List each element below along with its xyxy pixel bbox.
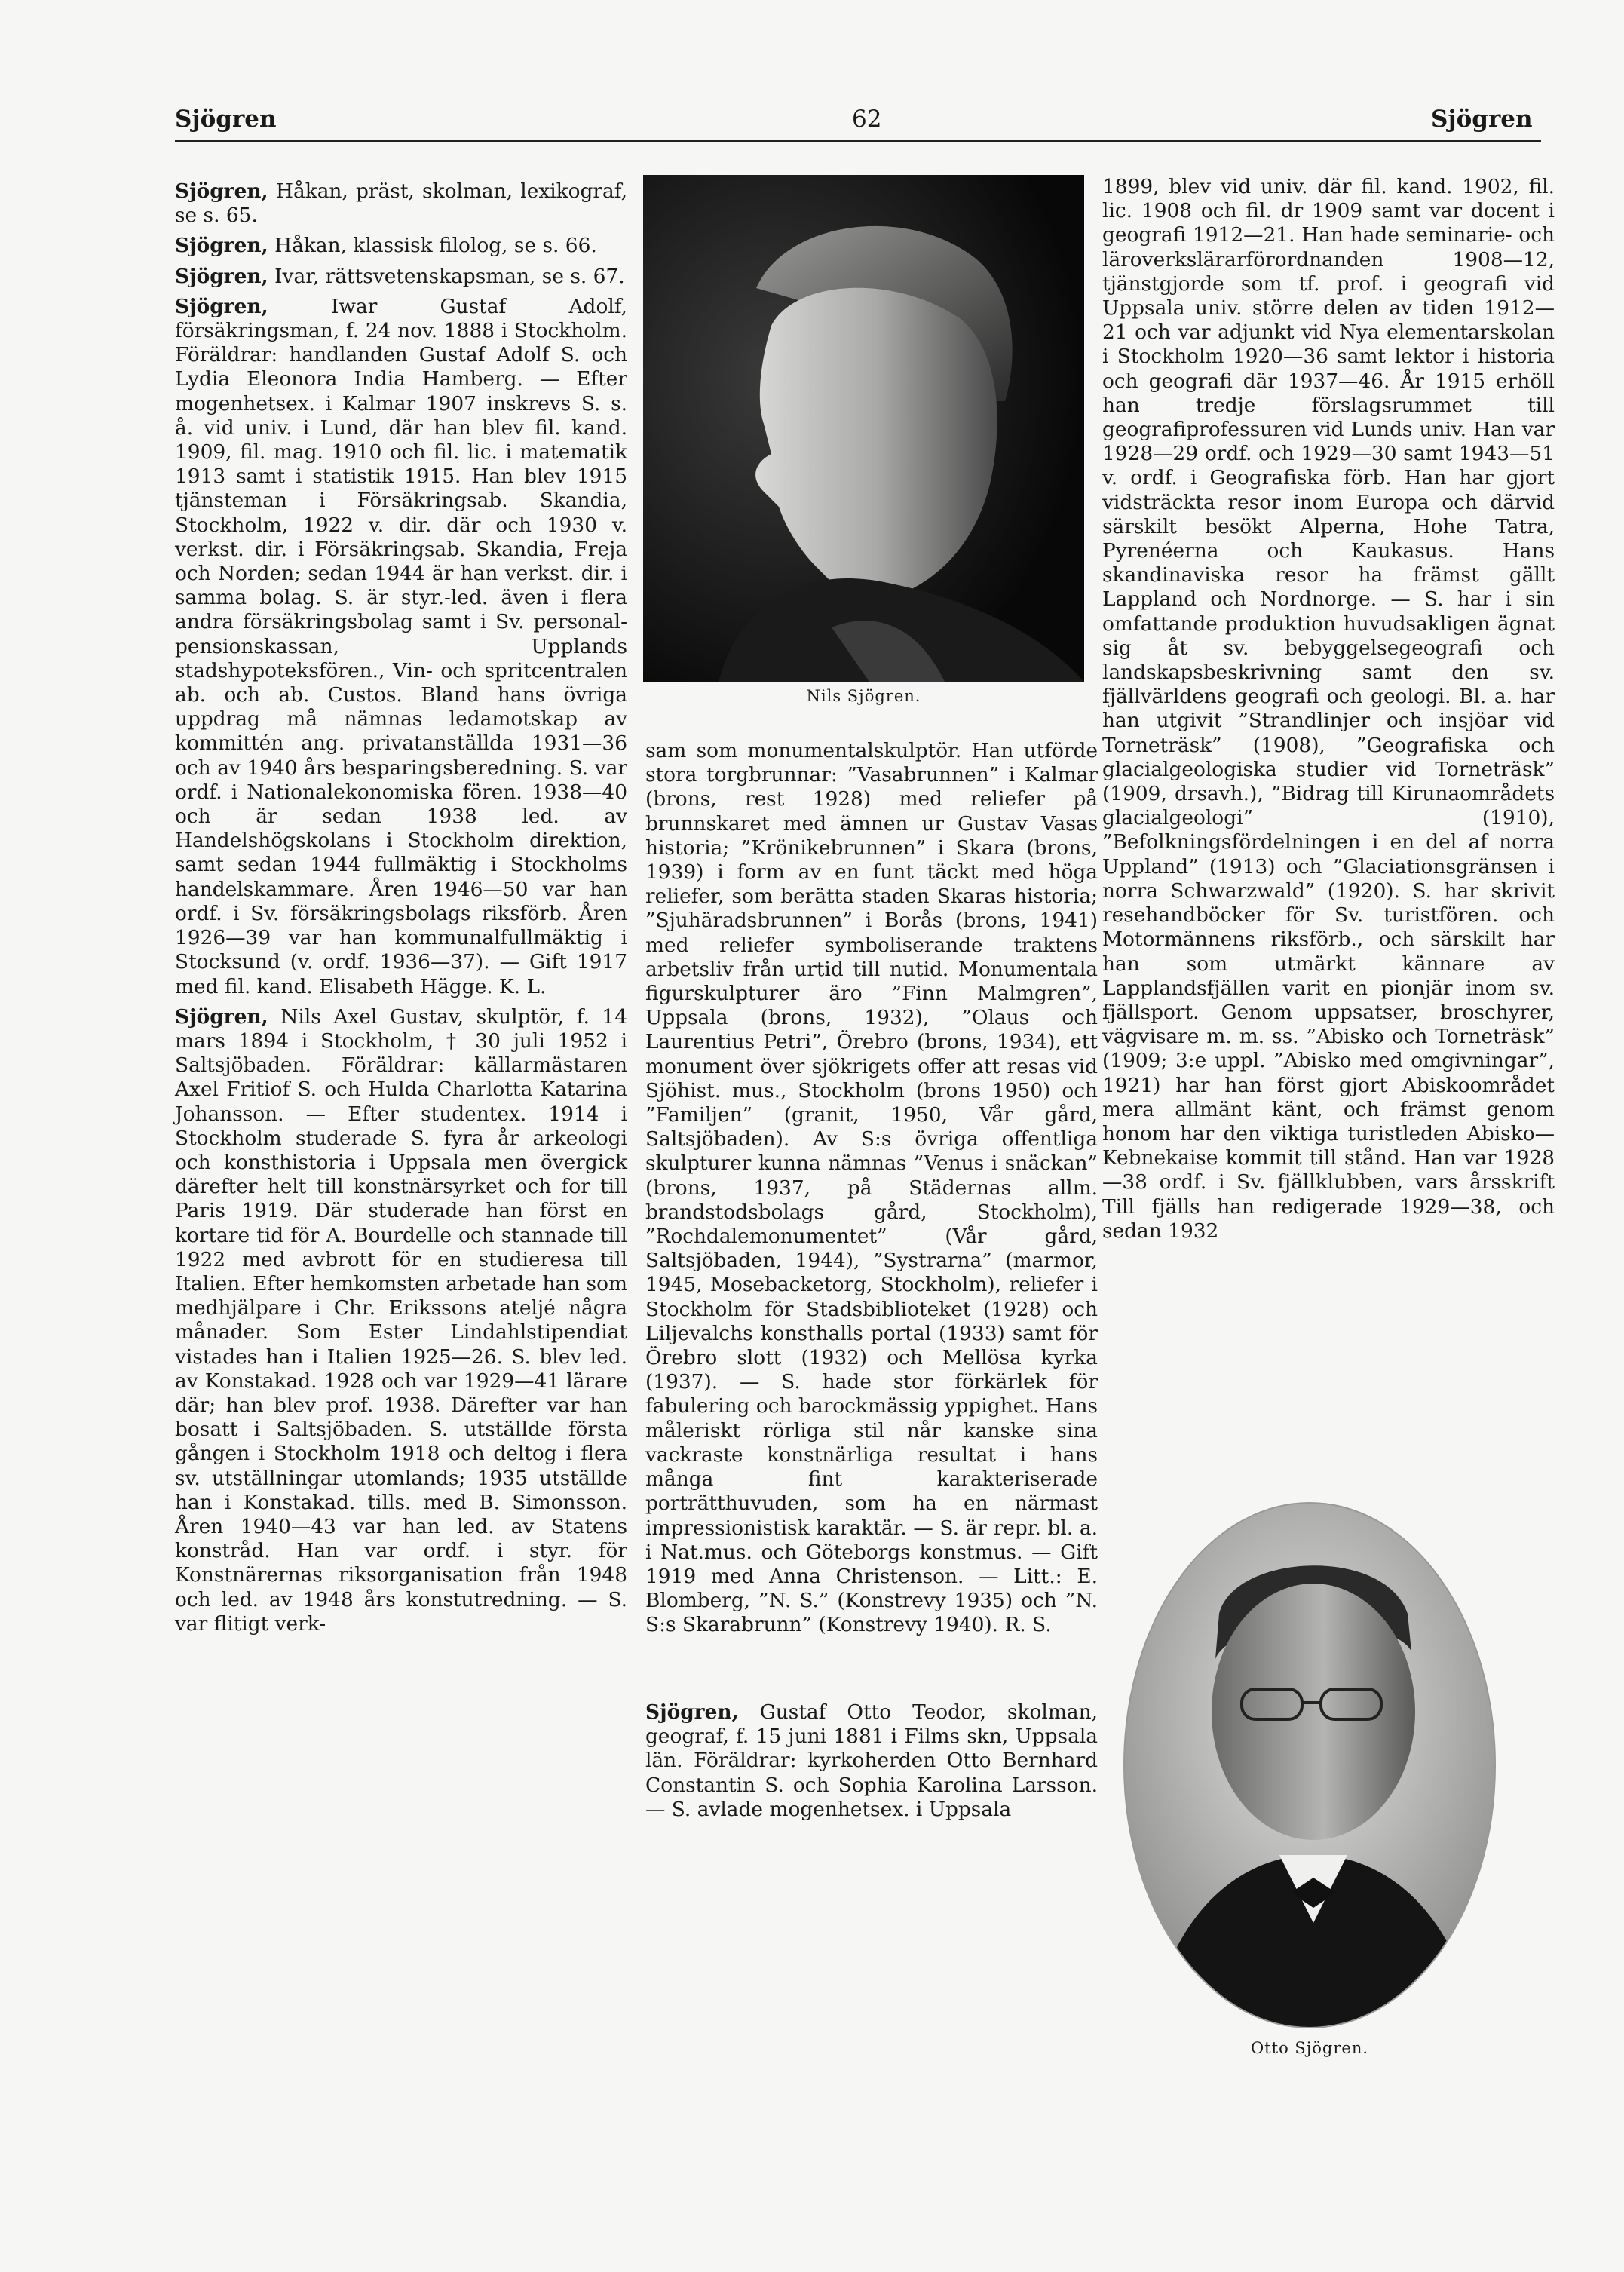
column-2-upper: [645, 739, 1098, 1638]
entry-hakan-prast: [175, 179, 627, 228]
entry-hakan-filolog: [175, 234, 627, 258]
portrait-nils-image: [643, 175, 1084, 682]
entry-iwar: [175, 295, 627, 999]
entry-text: Håkan, klassisk filolog, se s. 66.: [268, 234, 597, 258]
portrait-otto-image: [1121, 1501, 1498, 2031]
column-1: [175, 179, 627, 1636]
entry-text: Håkan, präst, skolman, lexikograf, se s. 65.: [175, 179, 627, 228]
running-head-right: Sjögren: [1431, 106, 1533, 133]
column-3: [1102, 175, 1555, 1243]
entry-surname: Sjögren,: [175, 294, 268, 318]
entry-otto: [645, 1700, 1098, 1822]
entry-nils: [175, 1005, 627, 1636]
entry-surname: Sjögren,: [175, 234, 268, 258]
entry-surname: Sjögren,: [175, 1004, 268, 1029]
entry-otto-continued: 1899, blev vid univ. där fil. kand. 1902, fil. lic. 1908 och fil. dr 1909 samt var docent i geografi 1912—21. Han hade seminarie- och läroverkslärarförordnanden 1908—12, tjänstgjorde som tf. prof. i geografi vid Uppsala univ. större delen av tiden 1912—21 och var adjunkt vid Nya elementarskolan i Stockholm 1920—36 samt lektor i historia och geografi där 1937—46. År 1915 erhöll han tredje förslagsrummet till geografiprofessuren vid Lunds univ. Han var 1928—29 ordf. och 1929—30 samt 1943—51 v. ordf. i Geografiska förb. Han har gjort vidsträckta resor inom Europa och därvid särskilt besökt Alperna, Hohe Tatra, Pyrenéerna och Kaukasus. Hans skandinaviska resor ha främst gällt Lappland och Nordnorge. — S. har i sin omfattande produktion huvudsakligen ägnat sig åt sv. bebyggelsegeografi och landskapsbeskrivning samt den sv. fjällvärldens geografi och geologi. Bl. a. har han utgivit ”Strandlinjer och insjöar vid Torneträsk” (1908), ”Geografiska och glacialgeologiska studier vid Torneträsk” (1909, drsavh.), ”Bidrag till Kirunaområdets glacialgeologi” (1910), ”Befolkningsfördelningen i en del af norra Uppland” (1913) och ”Glaciationsgränsen i norra Schwarzwald” (1920). S. har skrivit resehandböcker för Sv. turistfören. och Motormännens riksförb., och särskilt har han som utmärkt kännare av Lapplandsfjällen varit en pionjär inom sv. fjällsport. Genom uppsatser, broschyrer, vägvisare m. m. ss. ”Abisko och Torneträsk” (1909; 3:e uppl. ”Abisko med omgivningar”, 1921) har han först gjort Abiskoområdet mera allmänt känt, och främst genom honom har den viktiga turistleden Abisko—Kebnekaise kommit till stånd. Han var 1928—38 ordf. i Sv. fjällklubben, vars årsskrift Till fjälls han redigerade 1929—38, och sedan 1932: [1102, 175, 1555, 1243]
entry-surname: Sjögren,: [175, 264, 268, 288]
portrait-otto-sjogren: [1121, 1501, 1498, 2031]
entry-ivar: [175, 265, 627, 289]
entry-nils-continued: sam som monumentalskulptör. Han utförde stora torgbrunnar: ”Vasabrunnen” i Kalmar (brons, rest 1928) med reliefer på brunnskaret med ämnen ur Gustav Vasas historia; ”Krönikebrunnen” i Skara (brons, 1939) i form av en funt täckt med höga reliefer, som berätta staden Skaras historia; ”Sjuhäradsbrunnen” i Borås (brons, 1941) med reliefer symboliserande traktens arbetsliv från urtid till nutid. Monumentala figurskulpturer äro ”Finn Malmgren”, Uppsala (brons, 1932), ”Olaus och Laurentius Petri”, Örebro (brons, 1934), ett monument över sjökrigets offer att resas vid Sjöhist. mus., Stockholm (brons 1950) och ”Familjen” (granit, 1950, Vår gård, Saltsjöbaden). Av S:s övriga offentliga skulpturer kunna nämnas ”Venus i snäckan” (brons, 1937, på Städernas allm. brandstodsbolags gård, Stockholm), ”Rochdalemonumentet” (Vår gård, Saltsjöbaden, 1944), ”Systrarna” (marmor, 1945, Mosebacketorg, Stockholm), reliefer i Stockholm för Stadsbiblioteket (1928) och Liljevalchs konsthalls portal (1933) samt för Örebro slott (1932) och Mellösa kyrka (1937). — S. hade stor förkärlek för fabulering och barockmässig yppighet. Hans måleriskt rörliga stil når kanske sina vackraste konstnärliga resultat i hans många fint karakteriserade porträtthuvuden, som ha en närmast impressionistisk karaktär. — S. är repr. bl. a. i Nat.mus. och Göteborgs konstmus. — Gift 1919 med Anna Christenson. — Litt.: E. Blomberg, ”N. S.” (Konstrevy 1935) och ”N. S:s Skarabrunn” (Konstrevy 1940). R. S.: [645, 739, 1098, 1637]
header-rule: [175, 140, 1541, 142]
running-head-left: Sjögren: [175, 106, 277, 133]
portrait-nils-sjogren: [643, 175, 1084, 682]
entry-surname: Sjögren,: [645, 1700, 739, 1724]
entry-surname: Sjögren,: [175, 179, 268, 203]
caption-otto: Otto Sjögren.: [1250, 2039, 1369, 2057]
column-2-lower: [645, 1700, 1098, 1822]
entry-text: Iwar Gustaf Adolf, försäkringsman, f. 24 nov. 1888 i Stockholm. Föräldrar: handlanden Gustaf Adolf S. och Lydia Eleonora India Hamberg. — Efter mogenhetsex. i Kalmar 1907 inskrevs S. s. å. vid univ. i Lund, där han blev fil. kand. 1909, fil. mag. 1910 och fil. lic. i matematik 1913 samt i statistik 1915. Han blev 1915 tjänsteman i Försäkringsab. Skandia, Stockholm, 1922 v. dir. där och 1930 v. verkst. dir. i Försäkringsab. Skandia, Freja och Norden; sedan 1944 är han verkst. dir. i samma bolag. S. är styr.-led. även i flera andra försäkringsbolag samt i Sv. personal-pensionskassan, Upplands stadshypoteksfören., Vin- och spritcentralen ab. och ab. Custos. Bland hans övriga uppdrag må nämnas ledamotskap av kommittén ang. privatanställda 1931—36 och av 1940 års besparingsberedning. S. var ordf. i Nationalekonomiska fören. 1938—40 och är sedan 1938 led. av Handelshögskolans i Stockholm direktion, samt sedan 1944 fullmäktig i Stockholms handelskammare. Åren 1946—50 var han ordf. i Sv. försäkringsbolags riksförb. Åren 1926—39 var han kommunalfullmäktig i Stocksund (v. ordf. 1936—37). — Gift 1917 med fil. kand. Elisabeth Hägge. K. L.: [175, 294, 627, 998]
entry-text: Gustaf Otto Teodor, skolman, geograf, f. 15 juni 1881 i Films skn, Uppsala län. Föräldrar: kyrkoherden Otto Bernhard Constantin S. och Sophia Karolina Larsson. — S. avlade mogenhetsex. i Uppsala: [645, 1700, 1098, 1821]
entry-text: Nils Axel Gustav, skulptör, f. 14 mars 1894 i Stockholm, † 30 juli 1952 i Saltsjöbaden. Föräldrar: källarmästaren Axel Fritiof S. och Hulda Charlotta Katarina Johansson. — Efter studentex. 1914 i Stockholm studerade S. fyra år arkeologi och konsthistoria i Uppsala men övergick därefter helt till konstnärsyrket och for till Paris 1919. Där studerade han först en kortare tid för A. Bourdelle och stannade till 1922 med avbrott för en studieresa till Italien. Efter hemkomsten arbetade han som medhjälpare i Chr. Erikssons ateljé några månader. Som Ester Lindahlstipendiat vistades han i Italien 1925—26. S. blev led. av Konstakad. 1928 och var 1929—41 lärare där; han blev prof. 1938. Därefter var han bosatt i Saltsjöbaden. S. utställde första gången i Stockholm 1918 och deltog i flera sv. utställningar utomlands; 1935 utställde han i Konstakad. tills. med B. Simonsson. Åren 1940—43 var han led. av Statens konstråd. Han var ordf. i styr. för Konstnärernas riksorganisation från 1948 och led. av 1948 års konstutredning. — S. var flitigt verk-: [175, 1004, 627, 1636]
page-number: 62: [852, 106, 882, 133]
entry-text: Ivar, rättsvetenskapsman, se s. 67.: [268, 264, 625, 288]
caption-nils: Nils Sjögren.: [806, 687, 921, 705]
